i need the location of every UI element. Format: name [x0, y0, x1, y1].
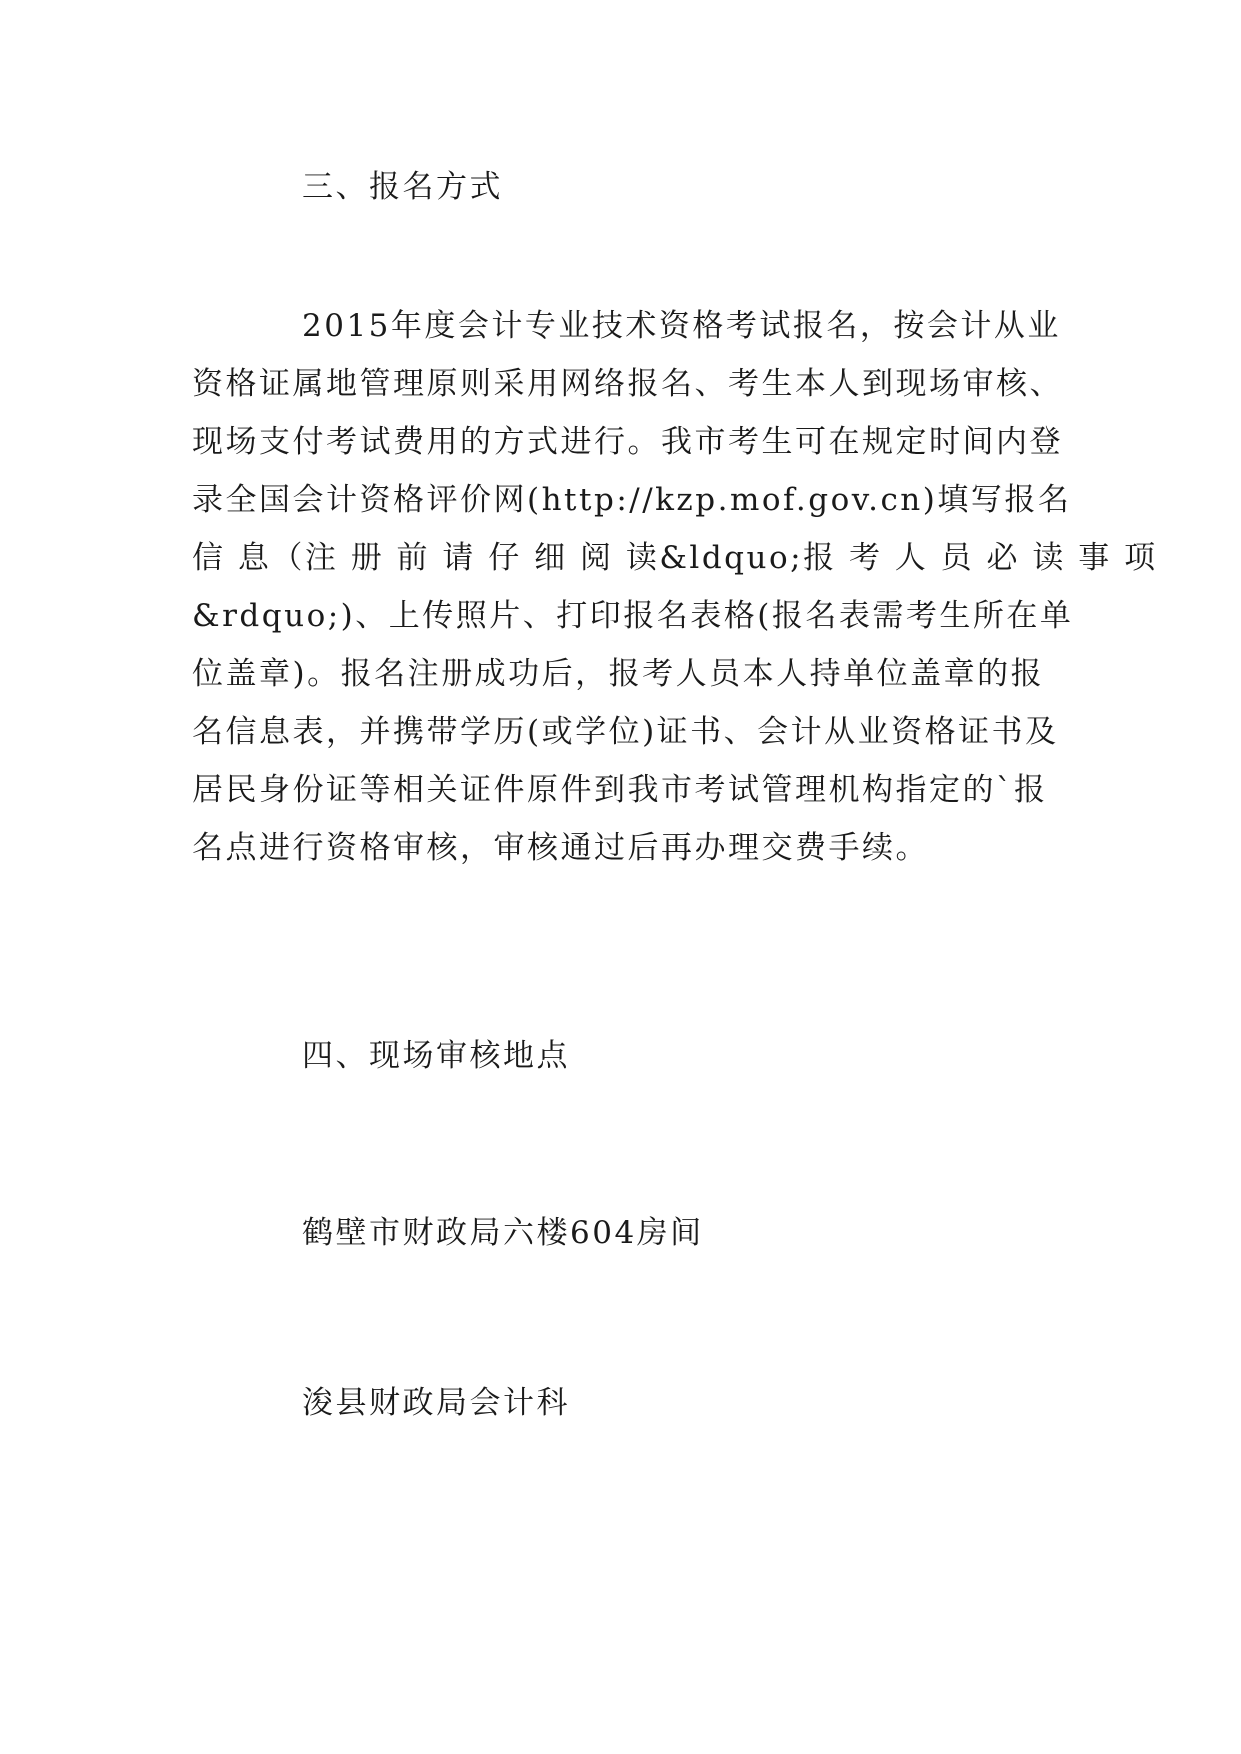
registration-paragraph — [192, 297, 1158, 877]
section-heading-registration-method: 三、报名方式 — [302, 169, 503, 205]
paragraph-line: 名点进行资格审核，审核通过后再办理交费手续。 — [192, 830, 929, 866]
location-hebi: 鹤壁市财政局六楼604房间 — [302, 1215, 704, 1251]
section-heading-review-location: 四、现场审核地点 — [302, 1038, 570, 1074]
paragraph-line: 录全国会计资格评价网(http://kzp.mof.gov.cn)填写报名 — [192, 482, 1072, 518]
paragraph-line: 位盖章)。报名注册成功后，报考人员本人持单位盖章的报 — [192, 656, 1045, 692]
paragraph-line: 2015年度会计专业技术资格考试报名，按会计从业 — [302, 308, 1061, 344]
paragraph-line: 资格证属地管理原则采用网络报名、考生本人到现场审核、 — [192, 366, 1063, 402]
paragraph-line: 信 息（注 册 前 请 仔 细 阅 读&ldquo;报 考 人 员 必 读 事 项 — [192, 540, 1158, 576]
paragraph-line: 现场支付考试费用的方式进行。我市考生可在规定时间内登 — [192, 424, 1063, 460]
location-xunxian: 浚县财政局会计科 — [302, 1385, 570, 1421]
paragraph-line: 居民身份证等相关证件原件到我市考试管理机构指定的`报 — [192, 772, 1048, 808]
paragraph-line: &rdquo;)、上传照片、打印报名表格(报名表需考生所在单 — [192, 598, 1074, 634]
paragraph-line: 名信息表，并携带学历(或学位)证书、会计从业资格证书及 — [192, 714, 1059, 750]
